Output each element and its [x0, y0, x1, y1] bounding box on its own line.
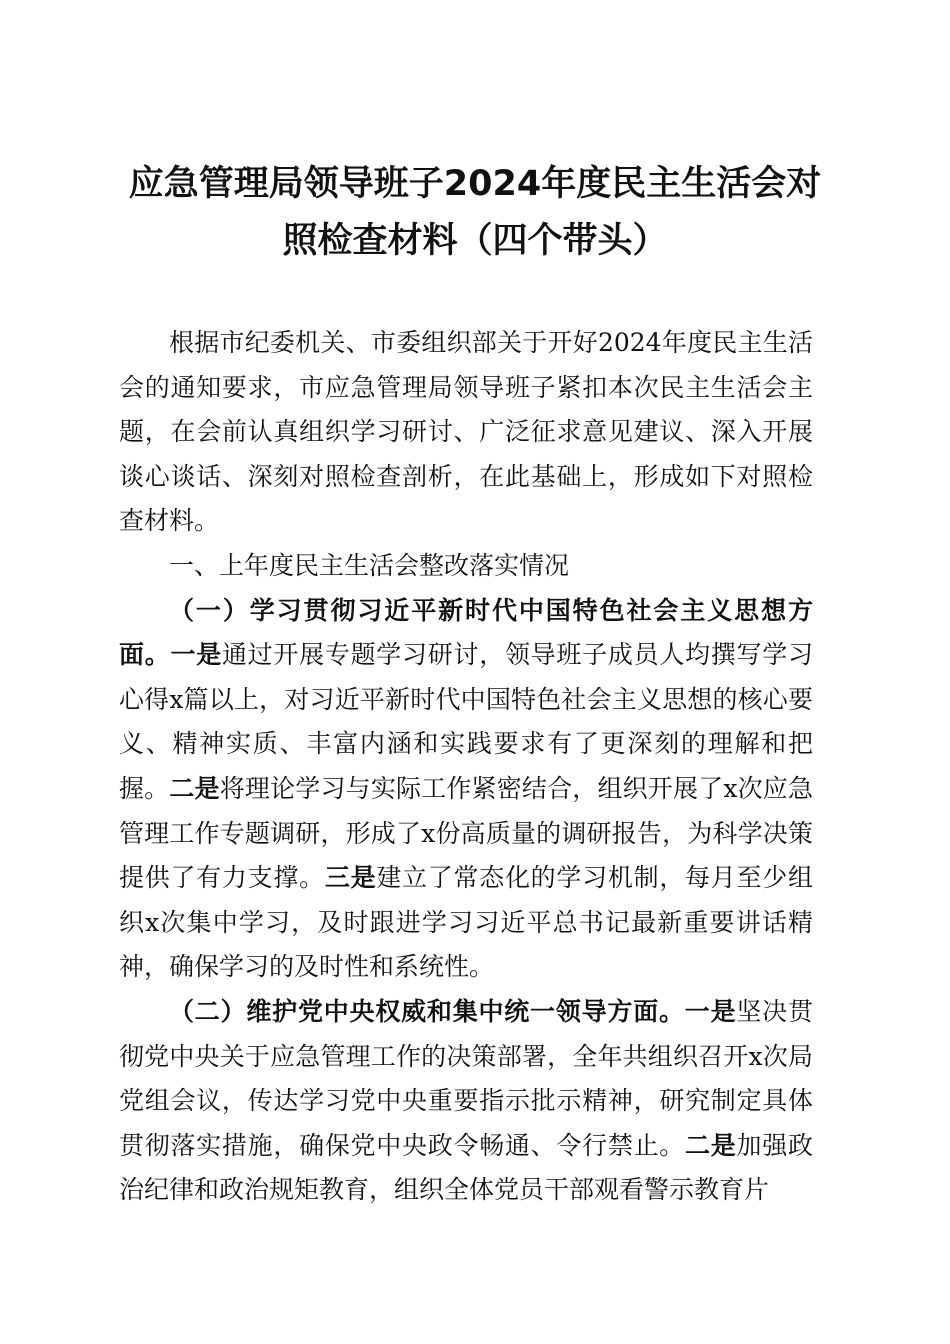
sub2-point-1-lead: 一是	[684, 996, 737, 1026]
document-body	[119, 321, 813, 1213]
point-1-lead: 一是	[170, 640, 222, 670]
subsection-1-paragraph	[119, 589, 813, 990]
point-2-text: 将理论学习与实际工作紧密结合，组织开展了x次应急管理工作专题调研，形成了x份高质量的调研报告，为科学决策提供了有力支撑。	[119, 773, 813, 893]
subsection-2-heading: （二）维护党中央权威和集中统一领导方面。	[169, 996, 685, 1026]
document-title-line-2: 照检查材料（四个带头）	[282, 221, 668, 261]
sub2-point-2-text: 加强政治纪律和政治规矩教育，组织全体党员干部观看警示教育片	[119, 1130, 813, 1205]
section-1-heading: 一、上年度民主生活会整改落实情况	[169, 550, 570, 580]
point-3-text: 建立了常态化的学习机制，每月至少组织x次集中学习，及时跟进学习习近平总书记最新重要讲话精神，确保学习的及时性和系统性。	[119, 863, 813, 982]
subsection-1-heading: （一）学习贯彻习近平新时代中国特色社会主义思想方面。	[119, 595, 813, 670]
sub2-point-2-lead: 二是	[685, 1130, 737, 1160]
intro-paragraph: 根据市纪委机关、市委组织部关于开好2024年度民主生活会的通知要求，市应急管理局领导班子紧扣本次民主生活会主题，在会前认真组织学习研讨、广泛征求意见建议、深入开展谈心谈话、深刻对照检查剖析，在此基础上，形成如下对照检查材料。	[119, 328, 813, 536]
document-title-line-1: 应急管理局领导班子2024年度民主生活会对	[128, 164, 822, 204]
sub2-point-1-text: 坚决贯彻党中央关于应急管理工作的决策部署，全年共组织召开x次局党组会议，传达学习党中央重要指示批示精神，研究制定具体贯彻落实措施，确保党中央政令畅通、令行禁止。	[119, 996, 813, 1160]
point-1-text: 通过开展专题学习研讨，领导班子成员人均撰写学习心得x篇以上，对习近平新时代中国特色社会主义思想的核心要义、精神实质、丰富内涵和实践要求有了更深刻的理解和把握。	[119, 640, 813, 803]
point-3-lead: 三是	[324, 863, 377, 893]
point-2-lead: 二是	[169, 773, 220, 803]
subsection-2-paragraph	[119, 990, 813, 1213]
